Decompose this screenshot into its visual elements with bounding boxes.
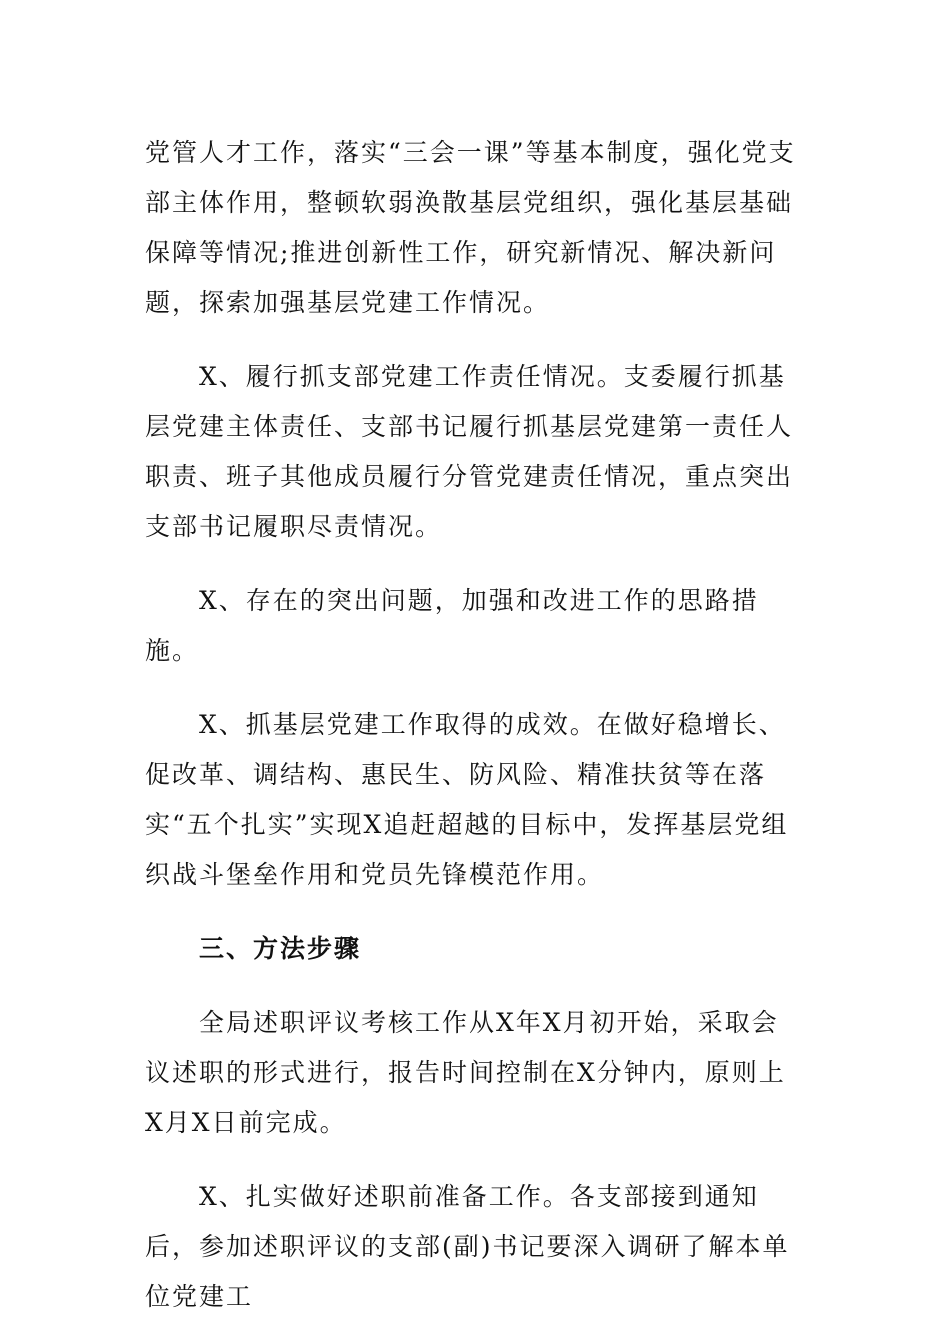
paragraph-schedule: 全局述职评议考核工作从X年X月初开始，采取会议述职的形式进行，报告时间控制在X分钟内，原则上X月X日前完成。 (145, 1008, 786, 1137)
section-heading: 三、方法步骤 (199, 934, 362, 963)
document-body (145, 128, 805, 1322)
paragraph-problems: X、存在的突出问题，加强和改进工作的思路措施。 (145, 586, 759, 665)
paragraph-achievements: X、抓基层党建工作取得的成效。在做好稳增长、促改革、调结构、惠民生、防风险、精准扶贫等在落实“五个扎实”实现X追赶超越的目标中，发挥基层党组织战斗堡垒作用和党员先锋模范作用。 (145, 710, 789, 889)
paragraph-continued: 党管人才工作，落实“三会一课”等基本制度，强化党支部主体作用，整顿软弱涣散基层党组织，强化基层基础保障等情况;推进创新性工作，研究新情况、解决新问题，探索加强基层党建工作情况。 (145, 138, 796, 317)
paragraph-responsibility: X、履行抓支部党建工作责任情况。支委履行抓基层党建主体责任、支部书记履行抓基层党建第一责任人职责、班子其他成员履行分管党建责任情况，重点突出支部书记履职尽责情况。 (145, 362, 794, 541)
paragraph-preparation: X、扎实做好述职前准备工作。各支部接到通知后，参加述职评议的支部(副)书记要深入调研了解本单位党建工 (145, 1182, 790, 1311)
